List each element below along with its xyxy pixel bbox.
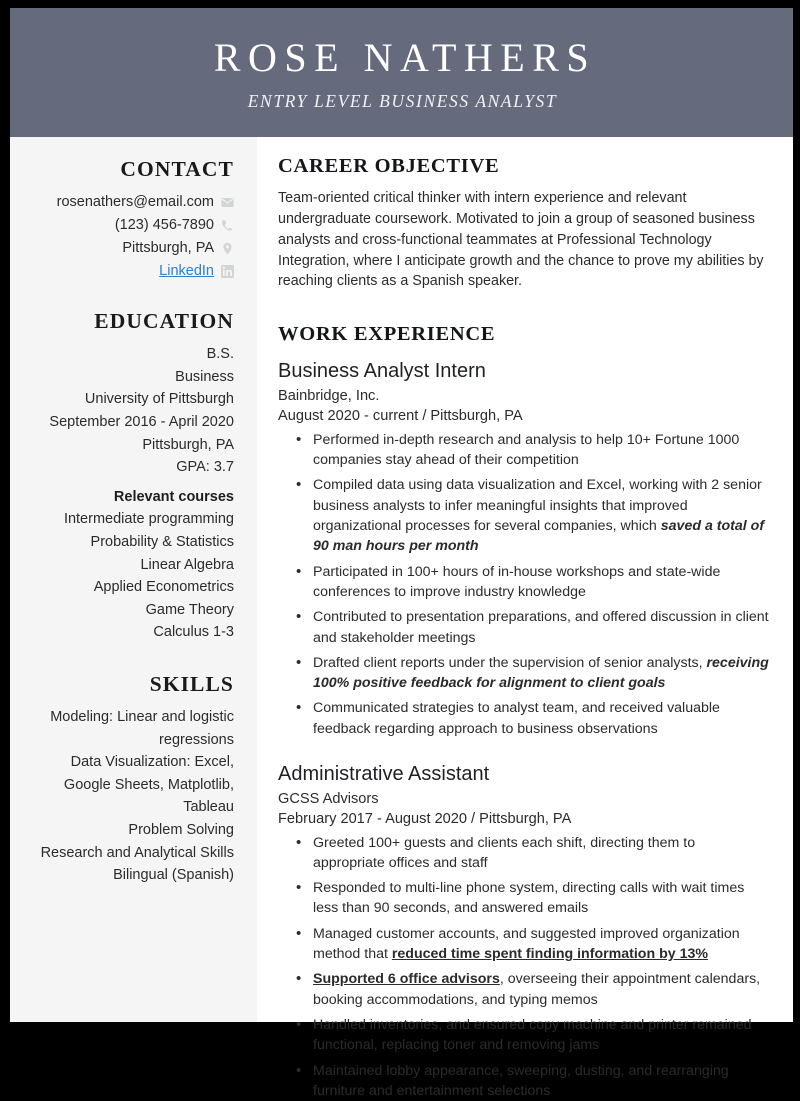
job-bullet <box>313 878 769 919</box>
bullet-emphasis: Supported 6 office advisors <box>313 971 500 988</box>
bullet-text: Responded to multi-line phone system, directing calls with wait times less than 90 seconds, and answered emails <box>313 880 745 917</box>
skills-heading: SKILLS <box>149 672 234 697</box>
job-bullet <box>313 698 769 739</box>
job-bullet <box>313 475 769 556</box>
job-dates: August 2020 - current <box>278 408 419 425</box>
bullet-text: Compiled data using data visualization and Excel, working with 2 senior business analysts to infer meaningful insights that improved organizational processes for several companies, which <box>313 477 762 535</box>
main-column <box>257 137 793 1099</box>
job-location: Pittsburgh, PA <box>430 408 523 425</box>
contact-item[interactable] <box>24 260 234 282</box>
location-pin-icon <box>221 242 234 255</box>
phone-icon <box>221 219 234 232</box>
relevant-courses-list <box>24 508 234 644</box>
job-bullet <box>313 1015 769 1056</box>
resume-page <box>10 8 793 1099</box>
contact-item <box>24 191 234 213</box>
education-details <box>24 343 234 479</box>
bullet-text: Handled inventories, and ensured copy machine and printer remained functional, replacing toner and removing jams <box>313 1016 752 1054</box>
job-title: Administrative Assistant <box>278 763 490 785</box>
education-field: Business <box>175 368 234 385</box>
job-bullet <box>313 430 769 471</box>
contact-heading: CONTACT <box>120 157 234 181</box>
education-degree: B.S. <box>206 346 234 363</box>
bullet-text: Greeted 100+ guests and clients each shift, directing them to appropriate offices and staff <box>313 834 696 871</box>
education-dates: September 2016 - April 2020 <box>49 413 234 430</box>
career-objective-text: Team-oriented critical thinker with intern experience and relevant undergraduate coursework. Motivated to join a group of seasoned business analysts and cross-functional teammates at Professional Technology Integration, where I anticipate growth and the chance to prove my abilities by reaching clients as a Spanish speaker. <box>278 190 764 290</box>
linkedin-link[interactable]: LinkedIn <box>159 263 214 280</box>
course-item: Applied Econometrics <box>93 579 234 596</box>
bullet-emphasis: reduced time spent finding information by 13% <box>391 946 708 963</box>
skills-list <box>24 706 234 887</box>
education-location: Pittsburgh, PA <box>142 436 234 453</box>
bullet-emphasis: receiving 100% positive feedback for alignment to client goals <box>313 654 769 692</box>
bullet-text: Maintained lobby appearance, sweeping, dusting, and rearranging furniture and entertainment selections <box>313 1062 729 1099</box>
job-location: Pittsburgh, PA <box>479 811 572 828</box>
contact-list <box>24 191 234 282</box>
job-meta-separator: / <box>471 811 476 828</box>
envelope-icon <box>221 196 234 209</box>
skill-item: Problem Solving <box>128 822 234 839</box>
skill-item: Modeling: Linear and logistic regressions <box>50 709 234 748</box>
job-meta-separator: / <box>422 408 427 425</box>
course-item: Probability & Statistics <box>90 534 234 550</box>
job-meta <box>278 406 769 426</box>
job-bullet <box>313 833 769 874</box>
bullet-emphasis: saved a total of 90 man hours per month <box>313 518 765 555</box>
career-objective-heading: CAREER OBJECTIVE <box>278 155 500 177</box>
job-bullet <box>313 562 769 603</box>
resume-header <box>10 8 793 137</box>
course-item: Linear Algebra <box>140 556 234 573</box>
skill-item: Research and Analytical Skills <box>40 844 234 861</box>
skill-item: Data Visualization: Excel, Google Sheets, Matplotlib, Tableau <box>63 754 234 816</box>
education-gpa: GPA: 3.7 <box>176 459 234 476</box>
job-bullet <box>313 607 769 648</box>
course-item: Calculus 1-3 <box>153 624 234 641</box>
bullet-text: Contributed to presentation preparations, and offered discussion in client and stakeholder meetings <box>313 609 769 646</box>
job-dates: February 2017 - August 2020 <box>278 811 468 828</box>
job-title: Business Analyst Intern <box>278 360 486 383</box>
education-heading: EDUCATION <box>94 309 234 334</box>
job-bullet-list <box>278 430 769 739</box>
job-company: GCSS Advisors <box>278 791 379 807</box>
contact-text: Pittsburgh, PA <box>122 240 214 257</box>
linkedin-icon <box>221 265 234 278</box>
job-meta <box>278 809 769 829</box>
job-entry <box>278 761 769 1101</box>
bullet-text: , overseeing their appointment calendars, booking accommodations, and typing memos <box>313 971 761 1008</box>
job-entry <box>278 358 769 739</box>
course-item: Intermediate programming <box>63 511 234 528</box>
candidate-job-title: ENTRY LEVEL BUSINESS ANALYST <box>247 91 558 111</box>
candidate-name: ROSE NATHERS <box>213 35 597 80</box>
contact-item <box>24 214 234 236</box>
sidebar <box>10 137 257 1022</box>
job-bullet <box>313 1061 769 1101</box>
contact-item <box>24 237 234 259</box>
bullet-text: Communicated strategies to analyst team, and received valuable feedback regarding approach to business observations <box>313 700 720 737</box>
work-experience-list <box>278 358 769 1101</box>
bullet-text: Participated in 100+ hours of in-house workshops and state-wide conferences to improve industry knowledge <box>313 563 721 600</box>
job-bullet <box>313 969 769 1010</box>
relevant-courses-label: Relevant courses <box>113 488 234 505</box>
job-bullet <box>313 924 769 965</box>
resume-body <box>10 137 793 1099</box>
bullet-text: Performed in-depth research and analysis to help 10+ Fortune 1000 companies stay ahead of their competition <box>313 431 740 469</box>
bullet-text: Drafted client reports under the supervision of senior analysts, <box>313 654 707 671</box>
job-bullet <box>313 653 769 694</box>
job-bullet-list <box>278 833 769 1101</box>
course-item: Game Theory <box>145 601 234 618</box>
work-experience-heading: WORK EXPERIENCE <box>278 323 496 346</box>
bullet-text: Managed customer accounts, and suggested improved organization method that <box>313 925 740 963</box>
contact-text: rosenathers@email.com <box>56 194 214 210</box>
job-company: Bainbridge, Inc. <box>278 388 380 405</box>
education-school: University of Pittsburgh <box>84 391 234 408</box>
contact-text: (123) 456-7890 <box>114 217 214 234</box>
skill-item: Bilingual (Spanish) <box>113 867 234 884</box>
